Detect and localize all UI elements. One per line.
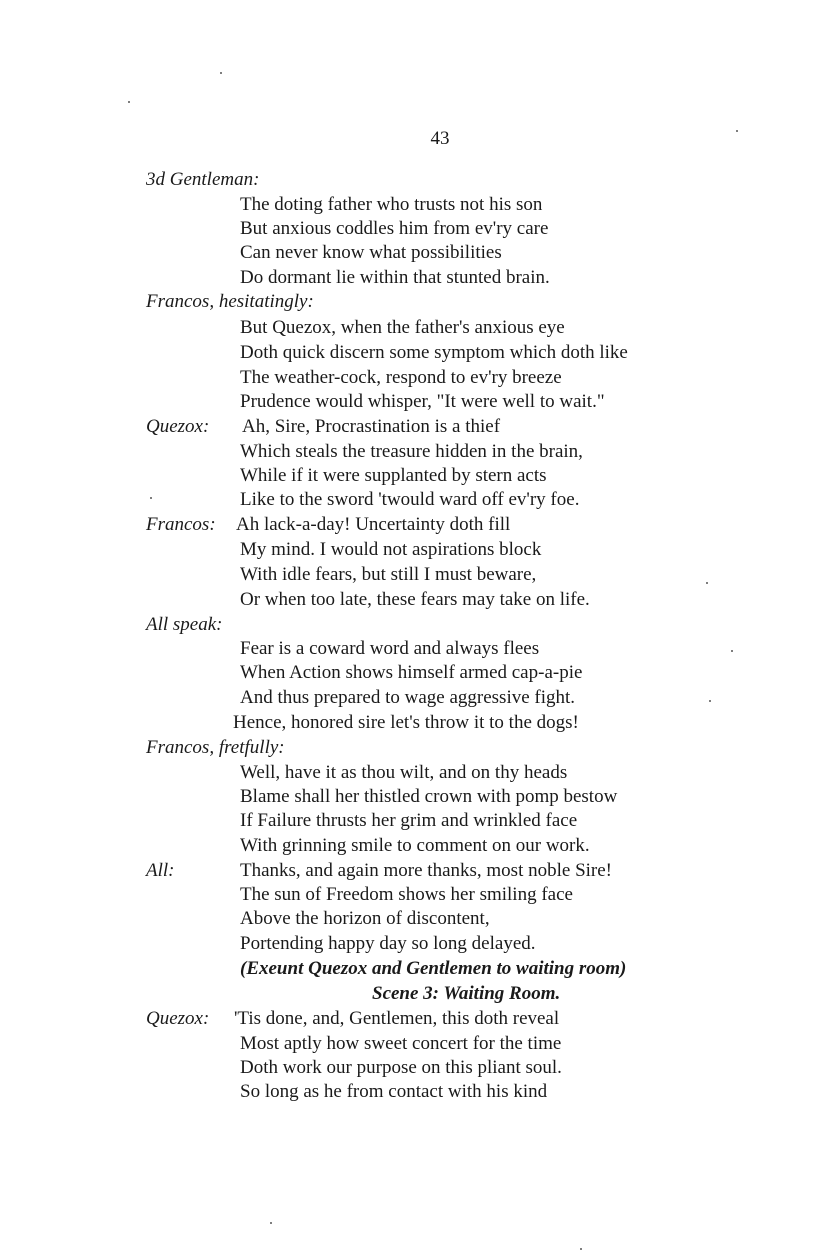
- verse-line: Blame shall her thistled crown with pomp bestow: [240, 786, 618, 807]
- speaker-label: Francos:: [146, 514, 216, 535]
- verse-line: Portending happy day so long delayed.: [240, 933, 536, 954]
- verse-line: Most aptly how sweet concert for the time: [240, 1033, 562, 1054]
- ink-speck: [736, 130, 738, 132]
- ink-speck: [706, 582, 708, 584]
- ink-speck: [128, 101, 130, 103]
- verse-line: Above the horizon of discontent,: [240, 908, 490, 929]
- speaker-label: Francos, fretfully:: [146, 737, 285, 758]
- verse-line: Well, have it as thou wilt, and on thy heads: [240, 762, 568, 783]
- verse-line: Do dormant lie within that stunted brain.: [240, 267, 550, 288]
- verse-line: The sun of Freedom shows her smiling face: [240, 884, 573, 905]
- verse-line: And thus prepared to wage aggressive fight.: [240, 687, 576, 708]
- verse-line: The doting father who trusts not his son: [240, 194, 543, 215]
- speaker-label: All:: [146, 860, 175, 881]
- ink-speck: [731, 650, 733, 652]
- verse-line: If Failure thrusts her grim and wrinkled face: [240, 810, 578, 831]
- verse-line: Hence, honored sire let's throw it to the dogs!: [233, 712, 579, 733]
- speaker-label: Quezox:: [146, 416, 210, 437]
- verse-line: So long as he from contact with his kind: [240, 1081, 548, 1102]
- verse-line: My mind. I would not aspirations block: [240, 539, 542, 560]
- speaker-label: 3d Gentleman:: [146, 169, 260, 190]
- ink-speck: [580, 1248, 582, 1250]
- ink-speck: [150, 497, 152, 499]
- verse-line: Fear is a coward word and always flees: [240, 638, 540, 659]
- verse-line: Like to the sword 'twould ward off ev'ry foe.: [240, 489, 580, 510]
- verse-line: 'Tis done, and, Gentlemen, this doth reveal: [234, 1008, 560, 1029]
- verse-line: Which steals the treasure hidden in the brain,: [240, 441, 583, 462]
- verse-line: The weather-cock, respond to ev'ry breeze: [240, 367, 562, 388]
- ink-speck: [709, 700, 711, 702]
- verse-line: Can never know what possibilities: [240, 242, 502, 263]
- verse-line: Or when too late, these fears may take on life.: [240, 589, 590, 610]
- verse-line: Doth work our purpose on this pliant soul.: [240, 1057, 562, 1078]
- speaker-label: Francos, hesitatingly:: [146, 291, 314, 312]
- stage-direction: (Exeunt Quezox and Gentlemen to waiting room): [240, 958, 627, 979]
- verse-line: Prudence would whisper, "It were well to wait.": [240, 391, 605, 412]
- verse-line: With idle fears, but still I must beware,: [240, 564, 537, 585]
- verse-line: But anxious coddles him from ev'ry care: [240, 218, 549, 239]
- speaker-label: All speak:: [146, 614, 223, 635]
- verse-line: But Quezox, when the father's anxious eye: [240, 317, 565, 338]
- speaker-label: Quezox:: [146, 1008, 210, 1029]
- ink-speck: [270, 1222, 272, 1224]
- verse-line: Ah lack-a-day! Uncertainty doth fill: [236, 514, 511, 535]
- scene-heading: Scene 3: Waiting Room.: [372, 983, 561, 1004]
- verse-line: While if it were supplanted by stern acts: [240, 465, 547, 486]
- verse-line: Thanks, and again more thanks, most noble Sire!: [240, 860, 613, 881]
- verse-line: When Action shows himself armed cap-a-pie: [240, 662, 583, 683]
- verse-line: Ah, Sire, Procrastination is a thief: [242, 416, 501, 437]
- verse-line: With grinning smile to comment on our work.: [240, 835, 590, 856]
- verse-line: Doth quick discern some symptom which doth like: [240, 342, 628, 363]
- page-number: 43: [430, 128, 450, 149]
- ink-speck: [220, 72, 222, 74]
